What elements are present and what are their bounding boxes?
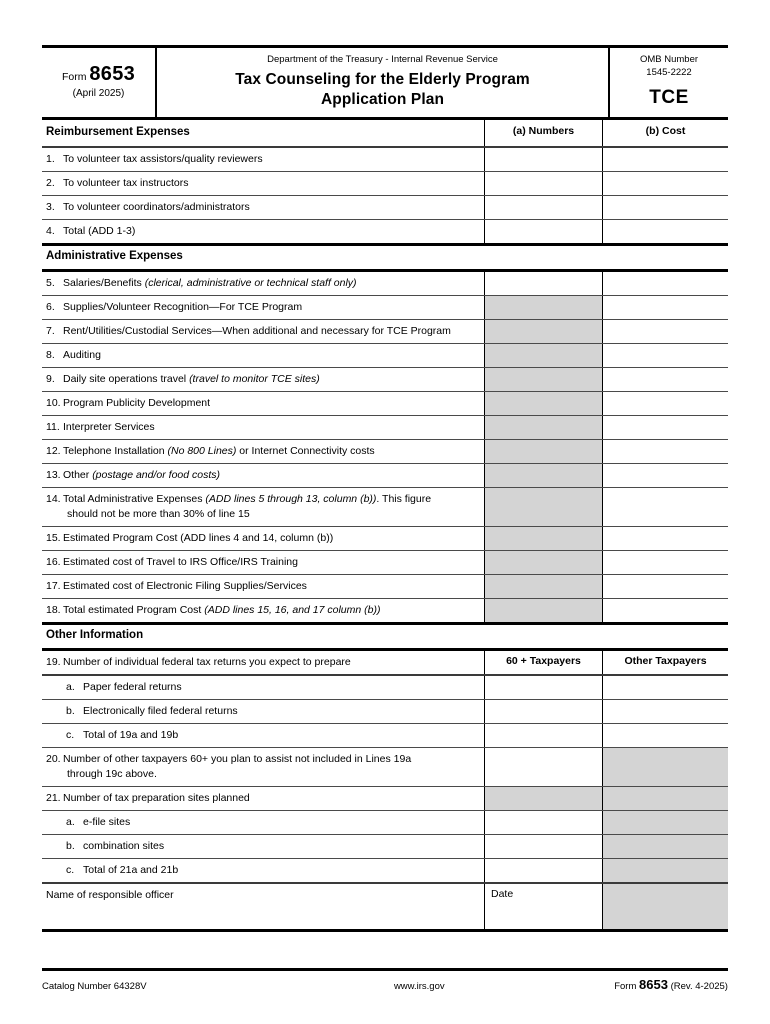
line-4-field-cost[interactable] <box>602 220 728 243</box>
table-row-line-15 <box>42 527 728 550</box>
line-12-text-italic: (No 800 Lines) <box>167 445 237 458</box>
line-2-description <box>42 172 484 195</box>
table-row-line-21c <box>42 859 728 882</box>
line-19b-field-other[interactable] <box>602 700 728 723</box>
line-14-description <box>42 488 484 526</box>
line-17-text: Estimated cost of Electronic Filing Supplies/Services <box>63 580 307 593</box>
table-row-line-18 <box>42 599 728 622</box>
line-21-description <box>42 787 484 810</box>
footer-revision: (Rev. 4-2025) <box>670 981 728 992</box>
responsible-officer-label: Name of responsible officer <box>46 889 174 902</box>
table-row-line-21a <box>42 811 728 834</box>
line-1-number: 1. <box>46 153 55 166</box>
line-20-number: 20. <box>46 753 61 766</box>
line-10-number: 10. <box>46 397 61 410</box>
line-14-shaded-cell <box>484 488 602 526</box>
column-header-60-plus-taxpayers: 60 + Taxpayers <box>484 651 602 674</box>
line-9-number: 9. <box>46 373 55 386</box>
table-row-line-14 <box>42 488 728 526</box>
line-19b-text: Electronically filed federal returns <box>83 705 238 718</box>
line-21c-text: Total of 21a and 21b <box>83 864 179 877</box>
table-row-line-13 <box>42 464 728 487</box>
line-3-description <box>42 196 484 219</box>
table-row-line-7 <box>42 320 728 343</box>
line-21b-text: combination sites <box>83 840 165 853</box>
line-11-number: 11. <box>46 421 60 434</box>
footer-content <box>42 971 728 992</box>
table-row-line-2 <box>42 172 728 195</box>
form-number: 8653 <box>89 63 136 85</box>
line-19a-description <box>42 676 484 699</box>
line-4-number: 4. <box>46 225 55 238</box>
form-body <box>42 45 728 932</box>
line-7-number: 7. <box>46 325 55 338</box>
line-19c-text: Total of 19a and 19b <box>83 729 179 742</box>
line-5-description <box>42 272 484 295</box>
line-21c-description <box>42 859 484 882</box>
line-12-description <box>42 440 484 463</box>
line-9-shaded-cell <box>484 368 602 391</box>
line-14-text-italic: (ADD lines 5 through 13, column (b)) <box>205 493 377 506</box>
line-19a-number: a. <box>66 681 75 694</box>
form-word-label: Form <box>61 71 87 83</box>
line-1-text: To volunteer tax assistors/quality reviewers <box>63 153 263 166</box>
section-heading-administrative: Administrative Expenses <box>46 250 183 263</box>
line-5-number: 5. <box>46 277 55 290</box>
footer-form-label: Form <box>614 981 637 992</box>
line-13-number: 13. <box>46 469 61 482</box>
line-9-field-cost[interactable] <box>602 368 728 391</box>
line-20-field-60-plus[interactable] <box>484 748 602 786</box>
line-18-text-italic: (ADD lines 15, 16, and 17 column (b)) <box>204 604 381 617</box>
line-21b-description <box>42 835 484 858</box>
column-header-a-numbers: (a) Numbers <box>484 120 602 146</box>
table-row-line-5 <box>42 272 728 295</box>
line-16-text: Estimated cost of Travel to IRS Office/IRS Training <box>63 556 298 569</box>
line-5-field-numbers[interactable] <box>484 272 602 295</box>
line-15-field-cost[interactable] <box>602 527 728 550</box>
column-header-b-cost: (b) Cost <box>602 120 728 146</box>
line-8-number: 8. <box>46 349 55 362</box>
line-1-field-numbers[interactable] <box>484 148 602 171</box>
line-13-text-italic: (postage and/or food costs) <box>92 469 221 482</box>
line-8-text: Auditing <box>63 349 101 362</box>
line-20-description <box>42 748 484 786</box>
line-2-field-cost[interactable] <box>602 172 728 195</box>
line-21-shaded-cell <box>484 787 602 810</box>
line-12-shaded-cell <box>484 440 602 463</box>
form-title-line-1: Tax Counseling for the Elderly Program <box>235 70 530 88</box>
table-row-line-21 <box>42 787 728 810</box>
line-14-text-after: . This figure <box>376 493 432 506</box>
line-3-field-numbers[interactable] <box>484 196 602 219</box>
line-12-text-after: or Internet Connectivity costs <box>236 445 375 458</box>
line-20-text-line-2: through 19c above. <box>67 767 157 780</box>
line-19b-field-60-plus[interactable] <box>484 700 602 723</box>
responsible-officer-name-field[interactable] <box>42 884 484 929</box>
line-18-field-cost[interactable] <box>602 599 728 622</box>
table-row-line-19c <box>42 724 728 747</box>
line-9-text-italic: (travel to monitor TCE sites) <box>189 373 320 386</box>
table-row-line-19b <box>42 700 728 723</box>
line-19a-field-60-plus[interactable] <box>484 676 602 699</box>
line-11-shaded-cell <box>484 416 602 439</box>
line-13-description <box>42 464 484 487</box>
section-heading-reimbursement: Reimbursement Expenses <box>46 126 190 139</box>
table-row-line-12 <box>42 440 728 463</box>
line-6-number: 6. <box>46 301 55 314</box>
line-16-number: 16. <box>46 556 61 569</box>
line-21a-description <box>42 811 484 834</box>
line-21a-shaded-cell-other <box>602 811 728 834</box>
line-3-field-cost[interactable] <box>602 196 728 219</box>
section-heading-other-information: Other Information <box>46 629 144 642</box>
table-row-line-20 <box>42 748 728 786</box>
line-12-number: 12. <box>46 445 61 458</box>
line-15-text: Estimated Program Cost (ADD lines 4 and 14, column (b)) <box>63 532 334 545</box>
line-21c-shaded-cell-other <box>602 859 728 882</box>
line-6-text: Supplies/Volunteer Recognition—For TCE Program <box>63 301 303 314</box>
line-21a-field-sites[interactable] <box>484 811 602 834</box>
line-19a-text: Paper federal returns <box>83 681 182 694</box>
line-16-field-cost[interactable] <box>602 551 728 574</box>
form-title-block <box>157 48 610 117</box>
line-19-description <box>42 651 484 674</box>
line-21b-number: b. <box>66 840 75 853</box>
form-number-line <box>48 62 149 86</box>
line-21b-field-sites[interactable] <box>484 835 602 858</box>
line-17-description <box>42 575 484 598</box>
table-row-line-11 <box>42 416 728 439</box>
line-20-shaded-cell <box>602 748 728 786</box>
line-13-field-cost[interactable] <box>602 464 728 487</box>
table-row-line-19a <box>42 676 728 699</box>
table-row-line-17 <box>42 575 728 598</box>
line-21-text: Number of tax preparation sites planned <box>63 792 250 805</box>
line-14-text: Total Administrative Expenses <box>63 493 206 506</box>
line-18-number: 18. <box>46 604 61 617</box>
line-6-description <box>42 296 484 319</box>
table-row-line-9 <box>42 368 728 391</box>
line-8-field-cost[interactable] <box>602 344 728 367</box>
line-21-shaded-cell-other <box>602 787 728 810</box>
line-4-description <box>42 220 484 243</box>
form-header <box>42 45 728 120</box>
irs-website-url[interactable]: www.irs.gov <box>393 981 445 992</box>
omb-block <box>610 48 728 117</box>
line-14-number: 14. <box>46 493 61 506</box>
signature-shaded-cell <box>602 884 728 929</box>
table-row-line-19 <box>42 651 728 674</box>
line-19c-description <box>42 724 484 747</box>
line-19b-number: b. <box>66 705 75 718</box>
line-16-shaded-cell <box>484 551 602 574</box>
line-19c-number: c. <box>66 729 75 742</box>
line-4-field-numbers[interactable] <box>484 220 602 243</box>
line-14-field-cost[interactable] <box>602 488 728 526</box>
footer-form-identifier <box>522 977 728 992</box>
line-11-description <box>42 416 484 439</box>
line-20-text: Number of other taxpayers 60+ you plan to assist not included in Lines 19a <box>63 753 412 766</box>
line-10-text: Program Publicity Development <box>63 397 211 410</box>
signature-date-label: Date <box>491 888 514 901</box>
line-5-text: Salaries/Benefits <box>63 277 145 290</box>
line-12-text: Telephone Installation <box>63 445 168 458</box>
table-row-line-10 <box>42 392 728 415</box>
form-revision-date: (April 2025) <box>72 88 125 99</box>
line-2-text: To volunteer tax instructors <box>63 177 189 190</box>
line-5-text-italic: (clerical, administrative or technical staff only) <box>144 277 357 290</box>
line-17-field-cost[interactable] <box>602 575 728 598</box>
line-9-description <box>42 368 484 391</box>
line-10-description <box>42 392 484 415</box>
reimbursement-section-header-row <box>42 120 728 146</box>
line-10-shaded-cell <box>484 392 602 415</box>
table-row-line-4 <box>42 220 728 243</box>
line-7-text: Rent/Utilities/Custodial Services—When additional and necessary for TCE Program <box>63 325 451 338</box>
line-1-field-cost[interactable] <box>602 148 728 171</box>
line-17-number: 17. <box>46 580 61 593</box>
line-3-text: To volunteer coordinators/administrators <box>63 201 250 214</box>
line-21a-text: e-file sites <box>83 816 131 829</box>
line-19b-description <box>42 700 484 723</box>
line-8-shaded-cell <box>484 344 602 367</box>
line-19-number: 19. <box>46 656 61 669</box>
line-19a-field-other[interactable] <box>602 676 728 699</box>
line-12-field-cost[interactable] <box>602 440 728 463</box>
line-13-text: Other <box>63 469 93 482</box>
form-title-line-2: Application Plan <box>320 90 445 108</box>
line-1-description <box>42 148 484 171</box>
form-footer <box>42 968 728 992</box>
line-10-field-cost[interactable] <box>602 392 728 415</box>
line-15-number: 15. <box>46 532 61 545</box>
table-row-line-16 <box>42 551 728 574</box>
column-header-other-taxpayers: Other Taxpayers <box>602 651 728 674</box>
table-row-line-1 <box>42 148 728 171</box>
omb-number: 1545-2222 <box>646 66 692 78</box>
agency-line: Department of the Treasury - Internal Revenue Service <box>267 54 498 65</box>
line-5-field-cost[interactable] <box>602 272 728 295</box>
line-14-text-line-2: should not be more than 30% of line 15 <box>67 507 250 520</box>
line-2-field-numbers[interactable] <box>484 172 602 195</box>
line-19c-field-60-plus[interactable] <box>484 724 602 747</box>
line-4-text: Total (ADD 1-3) <box>63 225 136 238</box>
line-15-shaded-cell <box>484 527 602 550</box>
form-identifier-block <box>42 48 157 117</box>
line-18-shaded-cell <box>484 599 602 622</box>
catalog-number: Catalog Number 64328V <box>42 981 147 992</box>
line-11-field-cost[interactable] <box>602 416 728 439</box>
line-6-field-cost[interactable] <box>602 296 728 319</box>
line-11-text: Interpreter Services <box>63 421 155 434</box>
table-row-line-3 <box>42 196 728 219</box>
omb-label: OMB Number <box>639 54 699 65</box>
line-18-text: Total estimated Program Cost <box>63 604 205 617</box>
line-21a-number: a. <box>66 816 75 829</box>
line-18-description <box>42 599 484 622</box>
program-code: TCE <box>649 86 689 108</box>
line-6-shaded-cell <box>484 296 602 319</box>
table-row-line-21b <box>42 835 728 858</box>
line-16-description <box>42 551 484 574</box>
signature-date-field[interactable] <box>484 884 602 929</box>
line-13-shaded-cell <box>484 464 602 487</box>
line-2-number: 2. <box>46 177 55 190</box>
footer-form-number: 8653 <box>639 977 668 992</box>
line-19-text: Number of individual federal tax returns you expect to prepare <box>63 656 351 669</box>
line-8-description <box>42 344 484 367</box>
line-7-description <box>42 320 484 343</box>
line-15-description <box>42 527 484 550</box>
line-21c-number: c. <box>66 864 75 877</box>
line-19c-field-other[interactable] <box>602 724 728 747</box>
signature-row <box>42 884 728 929</box>
line-21b-shaded-cell-other <box>602 835 728 858</box>
line-7-shaded-cell <box>484 320 602 343</box>
line-9-text: Daily site operations travel <box>63 373 190 386</box>
line-7-field-cost[interactable] <box>602 320 728 343</box>
line-3-number: 3. <box>46 201 55 214</box>
table-row-line-6 <box>42 296 728 319</box>
line-21c-field-sites[interactable] <box>484 859 602 882</box>
line-21-number: 21. <box>46 792 61 805</box>
table-row-line-8 <box>42 344 728 367</box>
line-17-shaded-cell <box>484 575 602 598</box>
